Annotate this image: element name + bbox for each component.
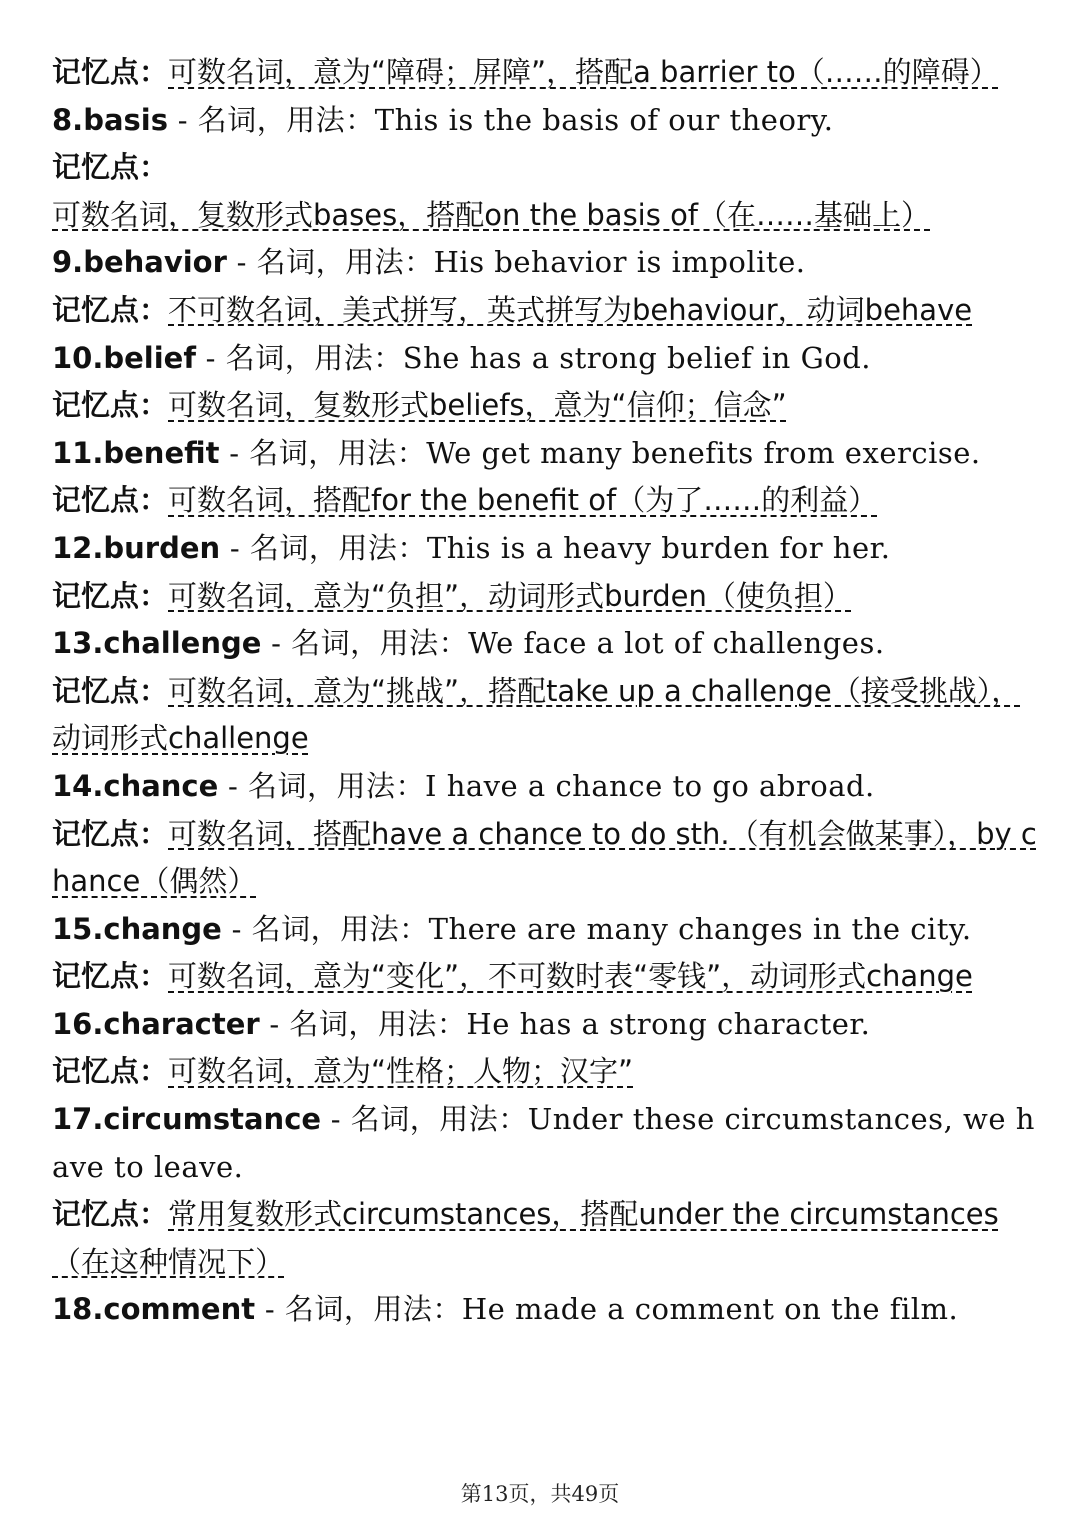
vocab-entry-character [52,1001,1042,1049]
entry-usage: - 名词，用法：Under these circumstances, we have to leave. [52,1102,1035,1184]
memo-label: 记忆点： [52,816,169,851]
memo-label: 记忆点： [52,55,169,89]
memo-label: 记忆点： [52,483,169,518]
memo-text: 可数名词，意为“障碍；屏障”，搭配a barrier to（……的障碍） [168,55,999,89]
entry-usage: - 名词，用法：This is the basis of our theory. [168,102,834,137]
memo-line [52,477,1042,525]
memo-line [52,144,1042,239]
memo-text: 可数名词，复数形式beliefs，意为“信仰；信念” [168,388,787,423]
memo-label: 记忆点： [52,673,169,708]
document-body [52,49,1042,1334]
memo-text: 可数名词，复数形式bases，搭配on the basis of（在……基础上） [52,197,931,232]
entry-word: 13.challenge [52,626,262,661]
vocab-entry-benefit [52,430,1042,478]
entry-word: 17.circumstance [52,1102,322,1137]
vocab-entry-circumstance [52,1096,1042,1191]
memo-text: 可数名词，意为“变化”，不可数时表“零钱”，动词形式change [168,959,973,994]
entry-usage: - 名词，用法：He has a strong character. [259,1006,871,1041]
memo-line [52,287,1042,335]
memo-label: 记忆点： [52,578,169,613]
memo-line [52,1048,1042,1096]
entry-word: 15.change [52,911,222,946]
memo-label: 记忆点： [52,1054,169,1089]
entry-usage: - 名词，用法：We get many benefits from exercise. [219,435,981,470]
vocab-entry-change [52,906,1042,954]
entry-usage: - 名词，用法：His behavior is impolite. [226,245,806,280]
vocab-entry-basis [52,97,1042,145]
entry-word: 12.burden [52,530,221,565]
memo-text: 可数名词，搭配have a chance to do sth.（有机会做某事），by chance（偶然） [52,816,1037,899]
entry-word: 16.character [52,1006,260,1041]
memo-text: 可数名词，意为“负担”，动词形式burden（使负担） [168,578,852,613]
vocab-entry-belief [52,335,1042,383]
entry-word: 10.belief [52,340,196,375]
vocab-entry-comment [52,1286,1042,1334]
memo-text: 不可数名词，美式拼写，英式拼写为behaviour，动词behave [168,292,973,327]
memo-text: 可数名词，搭配for the benefit of（为了……的利益） [168,483,878,518]
memo-text: 常用复数形式circumstances，搭配under the circumstances（在这种情况下） [52,1197,999,1279]
vocab-entry-challenge [52,620,1042,668]
entry-usage: - 名词，用法：This is a heavy burden for her. [220,530,891,565]
memo-line [52,1191,1042,1286]
memo-text: 可数名词，意为“性格；人物；汉字” [168,1054,634,1089]
memo-label: 记忆点： [52,150,169,185]
memo-line [52,953,1042,1001]
memo-label: 记忆点： [52,292,169,327]
entry-usage: - 名词，用法：We face a lot of challenges. [261,626,885,661]
page-number-footer: 第13页，共49页 [460,1482,620,1506]
entry-usage: - 名词，用法：She has a strong belief in God. [195,340,871,375]
entry-usage: - 名词，用法：He made a comment on the film. [255,1292,959,1327]
memo-label: 记忆点： [52,1197,169,1232]
memo-line [52,573,1042,621]
memo-line [52,811,1042,906]
entry-usage: - 名词，用法：There are many changes in the city. [221,911,972,946]
vocab-entry-chance [52,763,1042,811]
entry-word: 14.chance [52,768,219,803]
entry-word: 9.behavior [52,245,227,280]
memo-line [52,668,1042,763]
vocab-entry-burden [52,525,1042,573]
entry-word: 8.basis [52,102,168,137]
memo-label: 记忆点： [52,388,169,423]
memo-label: 记忆点： [52,959,169,994]
memo-text: 可数名词，意为“挑战”，搭配take up a challenge（接受挑战），动词形式challenge [52,673,1021,756]
entry-word: 11.benefit [52,435,220,470]
entry-usage: - 名词，用法：I have a chance to go abroad. [218,768,875,803]
entry-word: 18.comment [52,1292,256,1327]
memo-line [52,49,1042,97]
vocab-entry-behavior [52,239,1042,287]
memo-line [52,382,1042,430]
